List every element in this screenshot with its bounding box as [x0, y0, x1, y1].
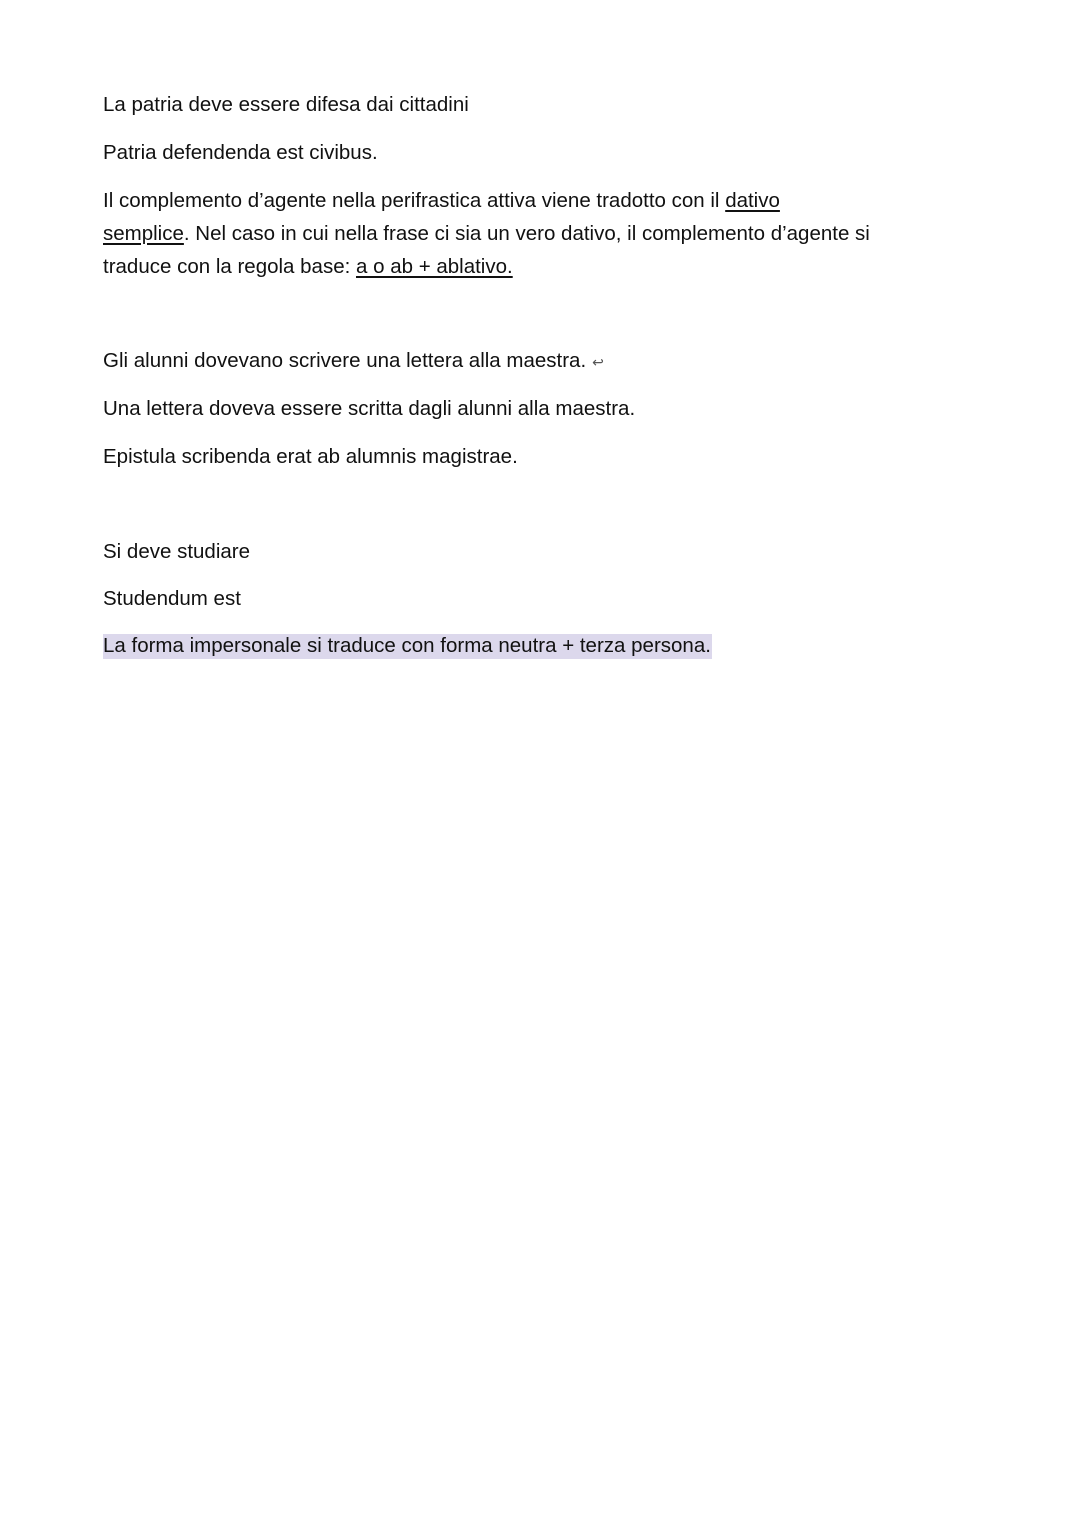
text-span: . Nel caso in cui nella frase ci sia un vero dativo, il complemento d’agente si [183, 222, 870, 245]
text-span: Il complemento d’agente nella perifrastica attiva viene tradotto con il [103, 189, 726, 212]
paragraph-line [103, 220, 870, 248]
paragraph-line [103, 187, 780, 215]
underlined-text: a o ab + ablativo. [356, 255, 513, 278]
text-line: Si deve studiare [103, 540, 251, 563]
underlined-text: semplice [103, 222, 184, 245]
underlined-text: dativo [725, 189, 780, 212]
text-line: Epistula scribenda erat ab alumnis magistrae. [103, 445, 518, 468]
paragraph-line [103, 253, 513, 281]
text-line: Studendum est [103, 587, 241, 610]
highlighted-text: La forma impersonale si traduce con forma neutra + terza persona. [103, 634, 711, 657]
highlighted-line [103, 632, 712, 660]
text-line: Una lettera doveva essere scritta dagli alunni alla maestra. [103, 397, 636, 420]
return-arrow-icon: ↩ [592, 354, 604, 370]
text-span: Gli alunni dovevano scrivere una lettera alla maestra. [103, 349, 587, 372]
text-line: La patria deve essere difesa dai cittadini [103, 93, 469, 116]
text-span: traduce con la regola base: [103, 255, 356, 278]
text-line: Patria defendenda est civibus. [103, 141, 378, 164]
text-line [103, 347, 604, 376]
